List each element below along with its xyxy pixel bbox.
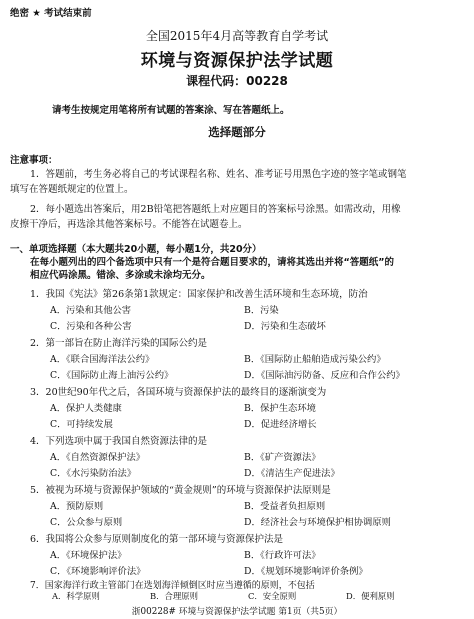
page-footer: 浙00228# 环境与资源保护法学试题 第1页（共5页） bbox=[131, 607, 343, 617]
question-3-option-d: D．促进经济增长 bbox=[244, 419, 317, 430]
part-desc-line-2: 相应代码涂黑。错涂、多涂或未涂均无分。 bbox=[30, 270, 211, 281]
question-3-stem: 3．20世纪90年代之后，各国环境与资源保护法的最终目的逐渐演变为 bbox=[30, 387, 327, 398]
question-1-option-a: A．污染和其他公害 bbox=[50, 305, 132, 316]
question-5-option-d: D．经济社会与环境保护相协调原则 bbox=[244, 517, 391, 528]
question-3-option-b: B．保护生态环境 bbox=[244, 403, 316, 414]
question-6-option-a: A．《环境保护法》 bbox=[50, 550, 127, 561]
question-6-stem: 6．我国将公众参与原则制度化的第一部环境与资源保护法是 bbox=[30, 534, 284, 545]
question-7-option-a: A．科学原则 bbox=[52, 591, 100, 601]
question-5-stem: 5．被视为环境与资源保护领域的“黄金规则”的环境与资源保护法原则是 bbox=[30, 485, 331, 496]
notes-heading: 注意事项： bbox=[10, 155, 58, 166]
question-4-option-d: D．《清洁生产促进法》 bbox=[244, 468, 340, 479]
note-2-line-1: 2．每小题选出答案后，用2B铅笔把答题纸上对应题目的答案标号涂黑。如需改动，用橡 bbox=[30, 204, 401, 215]
question-1-stem: 1．我国《宪法》第26条第1款规定：国家保护和改善生活环境和生态环境，防治 bbox=[30, 289, 368, 300]
question-4-option-c: C．《水污染防治法》 bbox=[50, 468, 137, 479]
question-3-option-a: A．保护人类健康 bbox=[50, 403, 122, 414]
question-5-option-b: B．受益者负担原则 bbox=[244, 501, 326, 512]
question-2-option-b: B．《国际防止船舶造成污染公约》 bbox=[244, 354, 386, 365]
note-1-line-2: 填写在答题纸规定的位置上。 bbox=[10, 184, 134, 195]
question-6-option-c: C．《环境影响评价法》 bbox=[50, 566, 146, 577]
question-4-option-b: B．《矿产资源法》 bbox=[244, 452, 321, 463]
question-5-option-c: C．公众参与原则 bbox=[50, 517, 123, 528]
question-2-option-c: C．《国际防止海上油污公约》 bbox=[50, 370, 174, 381]
part-desc-line-1: 在每小题列出的四个备选项中只有一个是符合题目要求的，请将其选出并将“答题纸”的 bbox=[30, 257, 394, 268]
course-code: 课程代码：00228 bbox=[186, 74, 288, 88]
question-7-stem: 7．国家海洋行政主管部门在选划海洋倾倒区时应当遵循的原则，不包括 bbox=[30, 581, 315, 591]
question-1-option-d: D．污染和生态破坏 bbox=[244, 321, 326, 332]
question-6-option-b: B．《行政许可法》 bbox=[244, 550, 321, 561]
question-2-option-d: D．《国际油污防备、反应和合作公约》 bbox=[244, 370, 405, 381]
confidential-mark: 绝密 ★ 考试结束前 bbox=[10, 8, 92, 19]
question-6-option-d: D．《规划环境影响评价条例》 bbox=[244, 566, 368, 577]
section-title: 选择题部分 bbox=[208, 125, 266, 139]
question-7-option-d: D．便利原则 bbox=[346, 591, 395, 601]
question-2-option-a: A．《联合国海洋法公约》 bbox=[50, 354, 155, 365]
question-5-option-a: A．预防原则 bbox=[50, 501, 104, 512]
note-2-line-2: 皮擦干净后，再选涂其他答案标号。不能答在试题卷上。 bbox=[10, 219, 248, 230]
part-heading: 一、单项选择题（本大题共20小题，每小题1分，共20分） bbox=[10, 244, 262, 255]
note-1-line-1: 1．答题前，考生务必将自己的考试课程名称、姓名、准考证号用黑色字迹的签字笔或钢笔 bbox=[30, 169, 407, 180]
question-4-option-a: A．《自然资源保护法》 bbox=[50, 452, 146, 463]
question-7-option-c: C．安全原则 bbox=[248, 591, 297, 601]
exam-name: 全国2015年4月高等教育自学考试 bbox=[145, 29, 329, 43]
question-4-stem: 4．下列选项中属于我国自然资源法律的是 bbox=[30, 436, 208, 447]
general-instruction: 请考生按规定用笔将所有试题的答案涂、写在答题纸上。 bbox=[52, 105, 290, 116]
question-7-option-b: B．合理原则 bbox=[150, 591, 199, 601]
question-1-option-b: B．污染 bbox=[244, 305, 279, 316]
question-1-option-c: C．污染和各种公害 bbox=[50, 321, 132, 332]
page-title: 环境与资源保护法学试题 bbox=[140, 51, 334, 71]
question-2-stem: 2．第一部旨在防止海洋污染的国际公约是 bbox=[30, 338, 208, 349]
question-3-option-c: C．可持续发展 bbox=[50, 419, 113, 430]
